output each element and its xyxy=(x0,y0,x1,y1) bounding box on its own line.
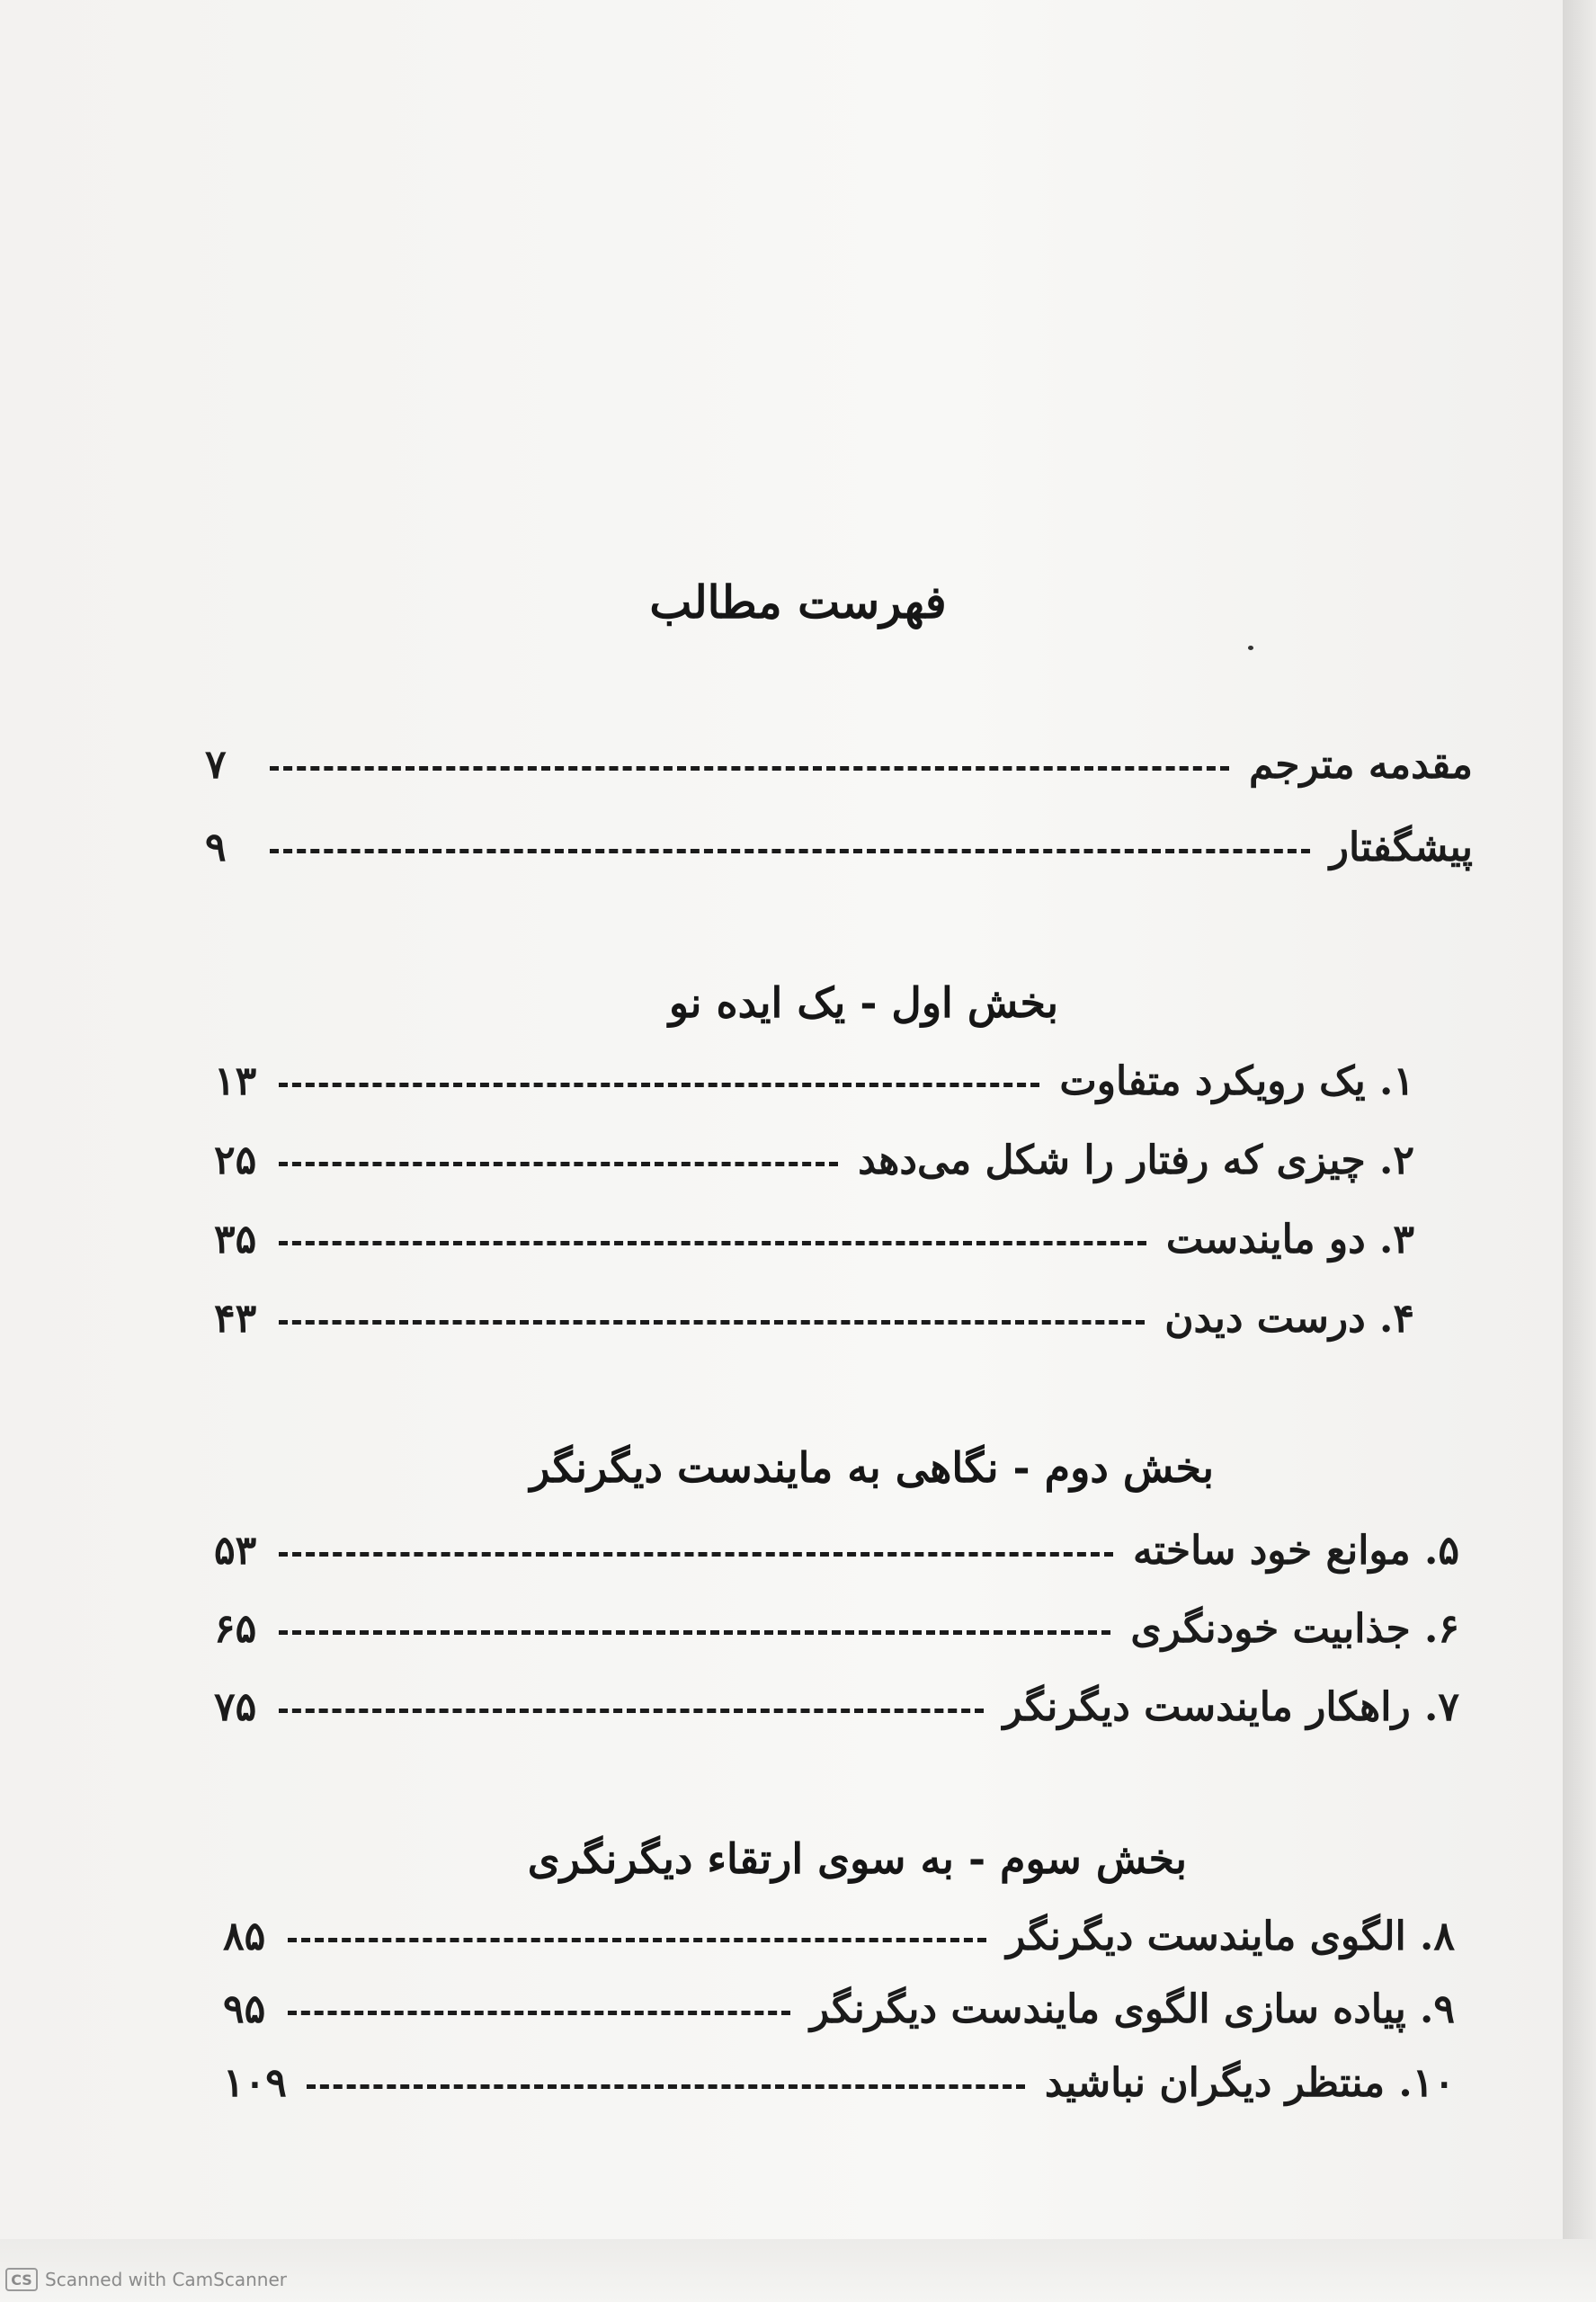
toc-entry-page: ۹ xyxy=(205,824,227,870)
dotted-leader xyxy=(279,1552,1113,1557)
ink-speck xyxy=(1248,646,1253,650)
dotted-leader xyxy=(279,1162,838,1166)
dotted-leader xyxy=(279,1241,1146,1245)
toc-entry xyxy=(223,1982,1455,2036)
toc-entry-page: ۵۳ xyxy=(214,1527,257,1574)
toc-entry-label: ۷. راهکار مایندست دیگرنگر xyxy=(1003,1683,1459,1730)
toc-entry-label: ۱۰. منتظر دیگران نباشید xyxy=(1044,2059,1455,2106)
toc-entry xyxy=(214,1291,1414,1345)
toc-entry-label: ۳. دو مایندست xyxy=(1165,1216,1414,1263)
toc-entry-label: مقدمه مترجم xyxy=(1248,741,1473,788)
section-heading: بخش دوم - نگاهی به مایندست دیگرنگر xyxy=(530,1443,1214,1492)
camscanner-logo-icon: CS xyxy=(5,2268,38,2291)
toc-title: فهرست مطالب xyxy=(649,576,947,629)
page-edge xyxy=(1563,0,1596,2302)
scanner-watermark xyxy=(5,2266,287,2293)
toc-entry xyxy=(214,1133,1414,1187)
toc-entry xyxy=(205,820,1473,874)
dotted-leader xyxy=(307,2084,1025,2089)
toc-entry xyxy=(214,1602,1459,1655)
scanner-watermark-text: Scanned with CamScanner xyxy=(45,2269,287,2290)
toc-entry xyxy=(214,1212,1414,1266)
toc-entry-page: ۱۰۹ xyxy=(223,2059,287,2106)
toc-entry xyxy=(205,737,1473,791)
toc-entry-label: ۱. یک رویکرد متفاوت xyxy=(1059,1057,1414,1104)
toc-entry-label: ۵. موانع خود ساخته xyxy=(1133,1527,1459,1574)
toc-entry-page: ۱۳ xyxy=(214,1057,257,1104)
toc-entry xyxy=(223,1909,1455,1963)
dotted-leader xyxy=(279,1709,984,1713)
toc-entry-label: ۶. جذابیت خودنگری xyxy=(1130,1605,1459,1652)
dotted-leader xyxy=(270,766,1229,771)
toc-entry-page: ۴۳ xyxy=(214,1295,257,1342)
dotted-leader xyxy=(279,1083,1039,1087)
toc-entry xyxy=(214,1054,1414,1108)
dotted-leader xyxy=(270,849,1310,853)
dotted-leader xyxy=(288,2011,790,2015)
toc-entry-label: پیشگفتار xyxy=(1329,824,1473,870)
toc-entry-page: ۲۵ xyxy=(214,1137,257,1183)
toc-entry-label: ۹. پیاده سازی الگوی مایندست دیگرنگر xyxy=(809,1985,1455,2032)
toc-entry-page: ۹۵ xyxy=(223,1985,266,2032)
section-heading: بخش سوم - به سوی ارتقاء دیگرنگری xyxy=(527,1834,1187,1883)
toc-entry-page: ۸۵ xyxy=(223,1913,266,1959)
dotted-leader xyxy=(279,1630,1110,1635)
toc-entry-label: ۲. چیزی که رفتار را شکل می‌دهد xyxy=(858,1137,1414,1183)
toc-entry-page: ۳۵ xyxy=(214,1216,257,1263)
dotted-leader xyxy=(279,1320,1145,1325)
toc-entry-label: ۸. الگوی مایندست دیگرنگر xyxy=(1006,1913,1455,1959)
toc-entry-page: ۷ xyxy=(205,741,227,788)
toc-entry xyxy=(214,1523,1459,1577)
toc-entry-page: ۷۵ xyxy=(214,1683,257,1730)
toc-entry xyxy=(223,2056,1455,2110)
dotted-leader xyxy=(288,1938,986,1942)
toc-entry-page: ۶۵ xyxy=(214,1605,257,1652)
toc-entry xyxy=(214,1680,1459,1734)
toc-entry-label: ۴. درست دیدن xyxy=(1164,1295,1414,1342)
section-heading: بخش اول - یک ایده نو xyxy=(668,978,1058,1027)
